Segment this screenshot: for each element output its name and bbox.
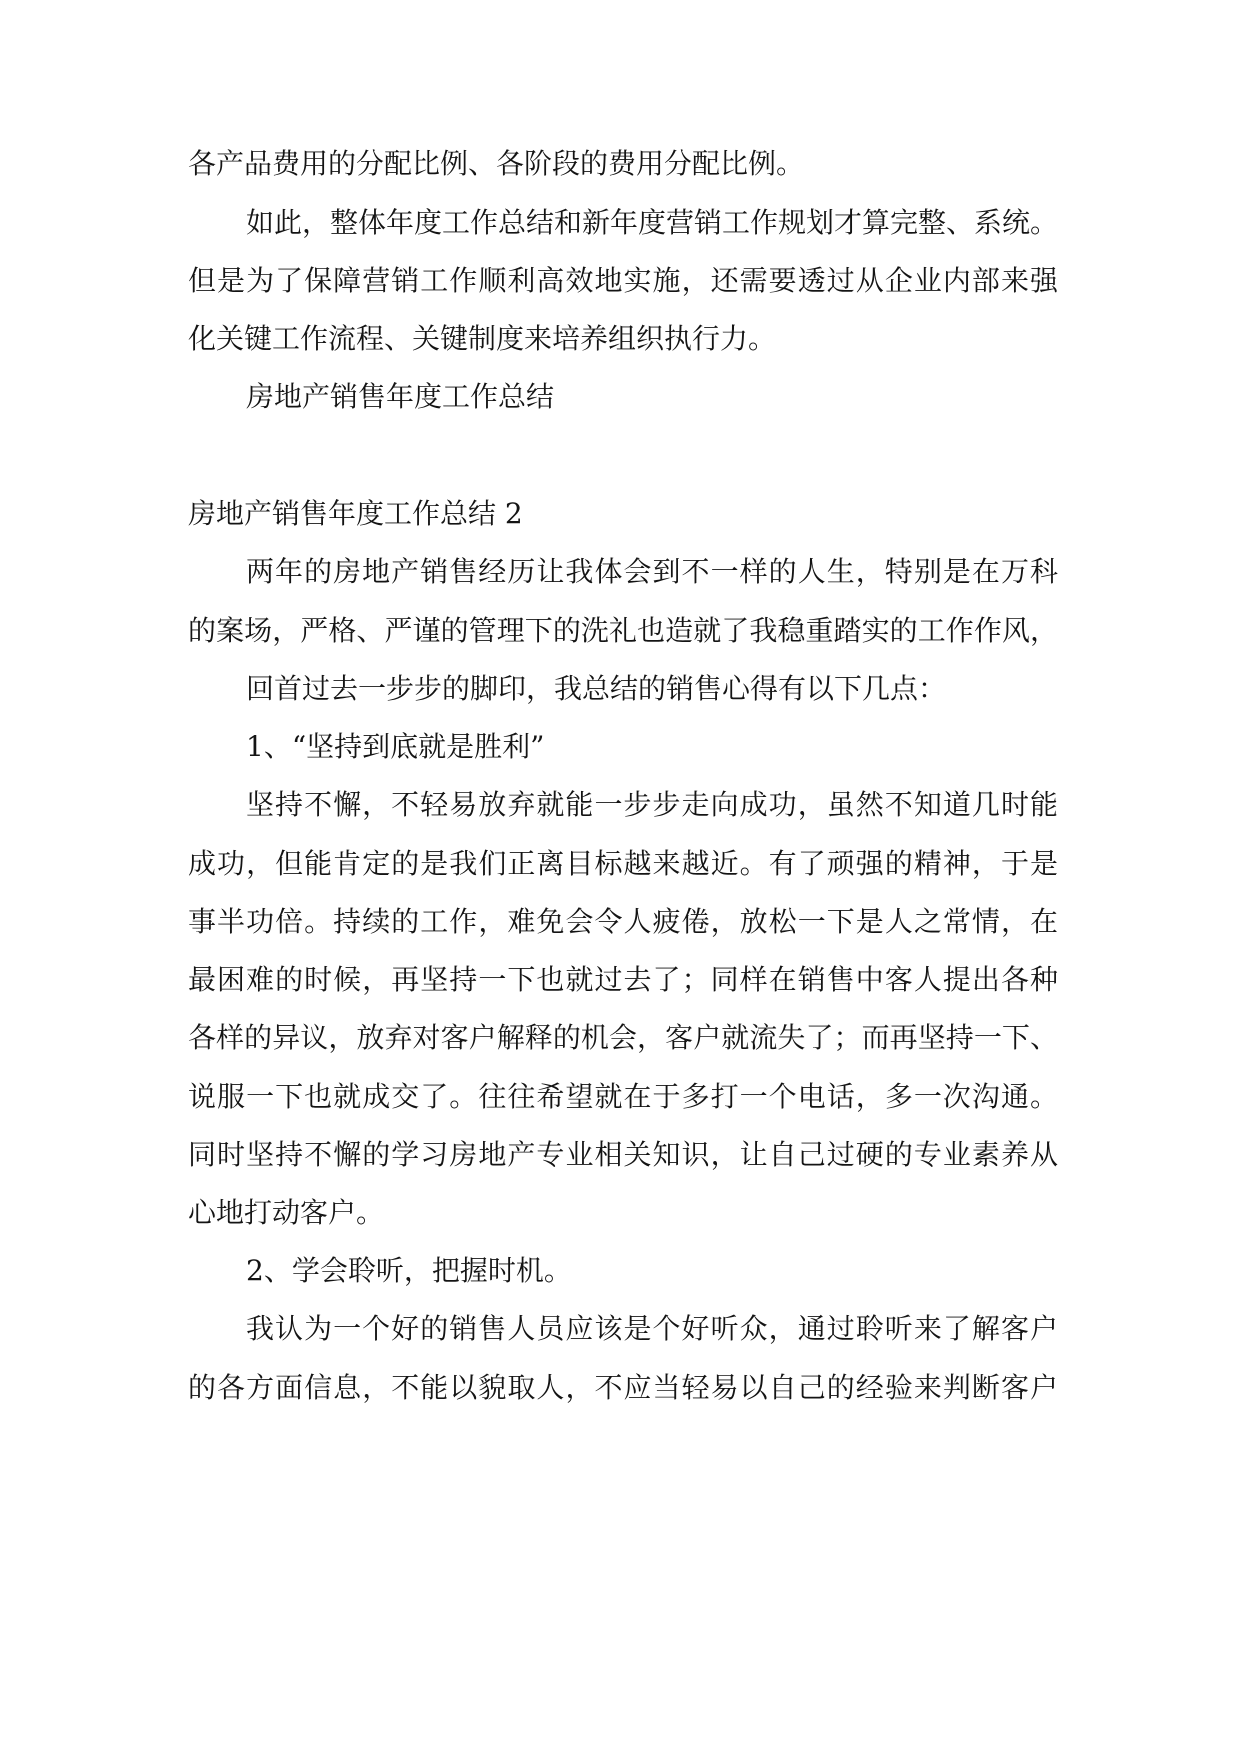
text-line-14: 最困难的时候，再坚持一下也就过去了；同样在销售中客人提出各种 [188,963,1058,996]
text-line-11: 坚持不懈，不轻易放弃就能一步步走向成功，虽然不知道几时能 [246,788,1058,821]
text-line-18: 心地打动客户。 [188,1196,385,1229]
text-line-15: 各样的异议，放弃对客户解释的机会，客户就流失了；而再坚持一下、 [188,1021,1058,1054]
text-line-16: 说服一下也就成交了。往往希望就在于多打一个电话，多一次沟通。 [188,1080,1058,1113]
text-line-8: 的案场，严格、严谨的管理下的洗礼也造就了我稳重踏实的工作作风， [188,614,1058,647]
text-line-21: 的各方面信息，不能以貌取人，不应当轻易以自己的经验来判断客户 [188,1371,1058,1404]
text-line-1: 各产品费用的分配比例、各阶段的费用分配比例。 [188,147,805,180]
section-label: 房地产销售年度工作总结 [246,380,555,413]
section-heading: 房地产销售年度工作总结 2 [188,497,523,530]
text-line-20: 我认为一个好的销售人员应该是个好听众，通过聆听来了解客户 [246,1312,1058,1345]
text-line-13: 事半功倍。持续的工作，难免会令人疲倦，放松一下是人之常情，在 [188,905,1058,938]
point-heading-2: 2、学会聆听，把握时机。 [246,1254,572,1287]
text-line-17: 同时坚持不懈的学习房地产专业相关知识，让自己过硬的专业素养从 [188,1138,1058,1171]
text-line-7: 两年的房地产销售经历让我体会到不一样的人生，特别是在万科 [246,555,1058,588]
text-line-12: 成功，但能肯定的是我们正离目标越来越近。有了顽强的精神，于是 [188,847,1058,880]
text-line-9: 回首过去一步步的脚印，我总结的销售心得有以下几点： [246,672,947,705]
text-line-3: 但是为了保障营销工作顺利高效地实施，还需要透过从企业内部来强 [188,264,1058,297]
text-line-2: 如此，整体年度工作总结和新年度营销工作规划才算完整、系统。 [246,206,1059,239]
point-heading-1: 1、“坚持到底就是胜利” [246,730,545,763]
text-line-4: 化关键工作流程、关键制度来培养组织执行力。 [188,322,777,355]
